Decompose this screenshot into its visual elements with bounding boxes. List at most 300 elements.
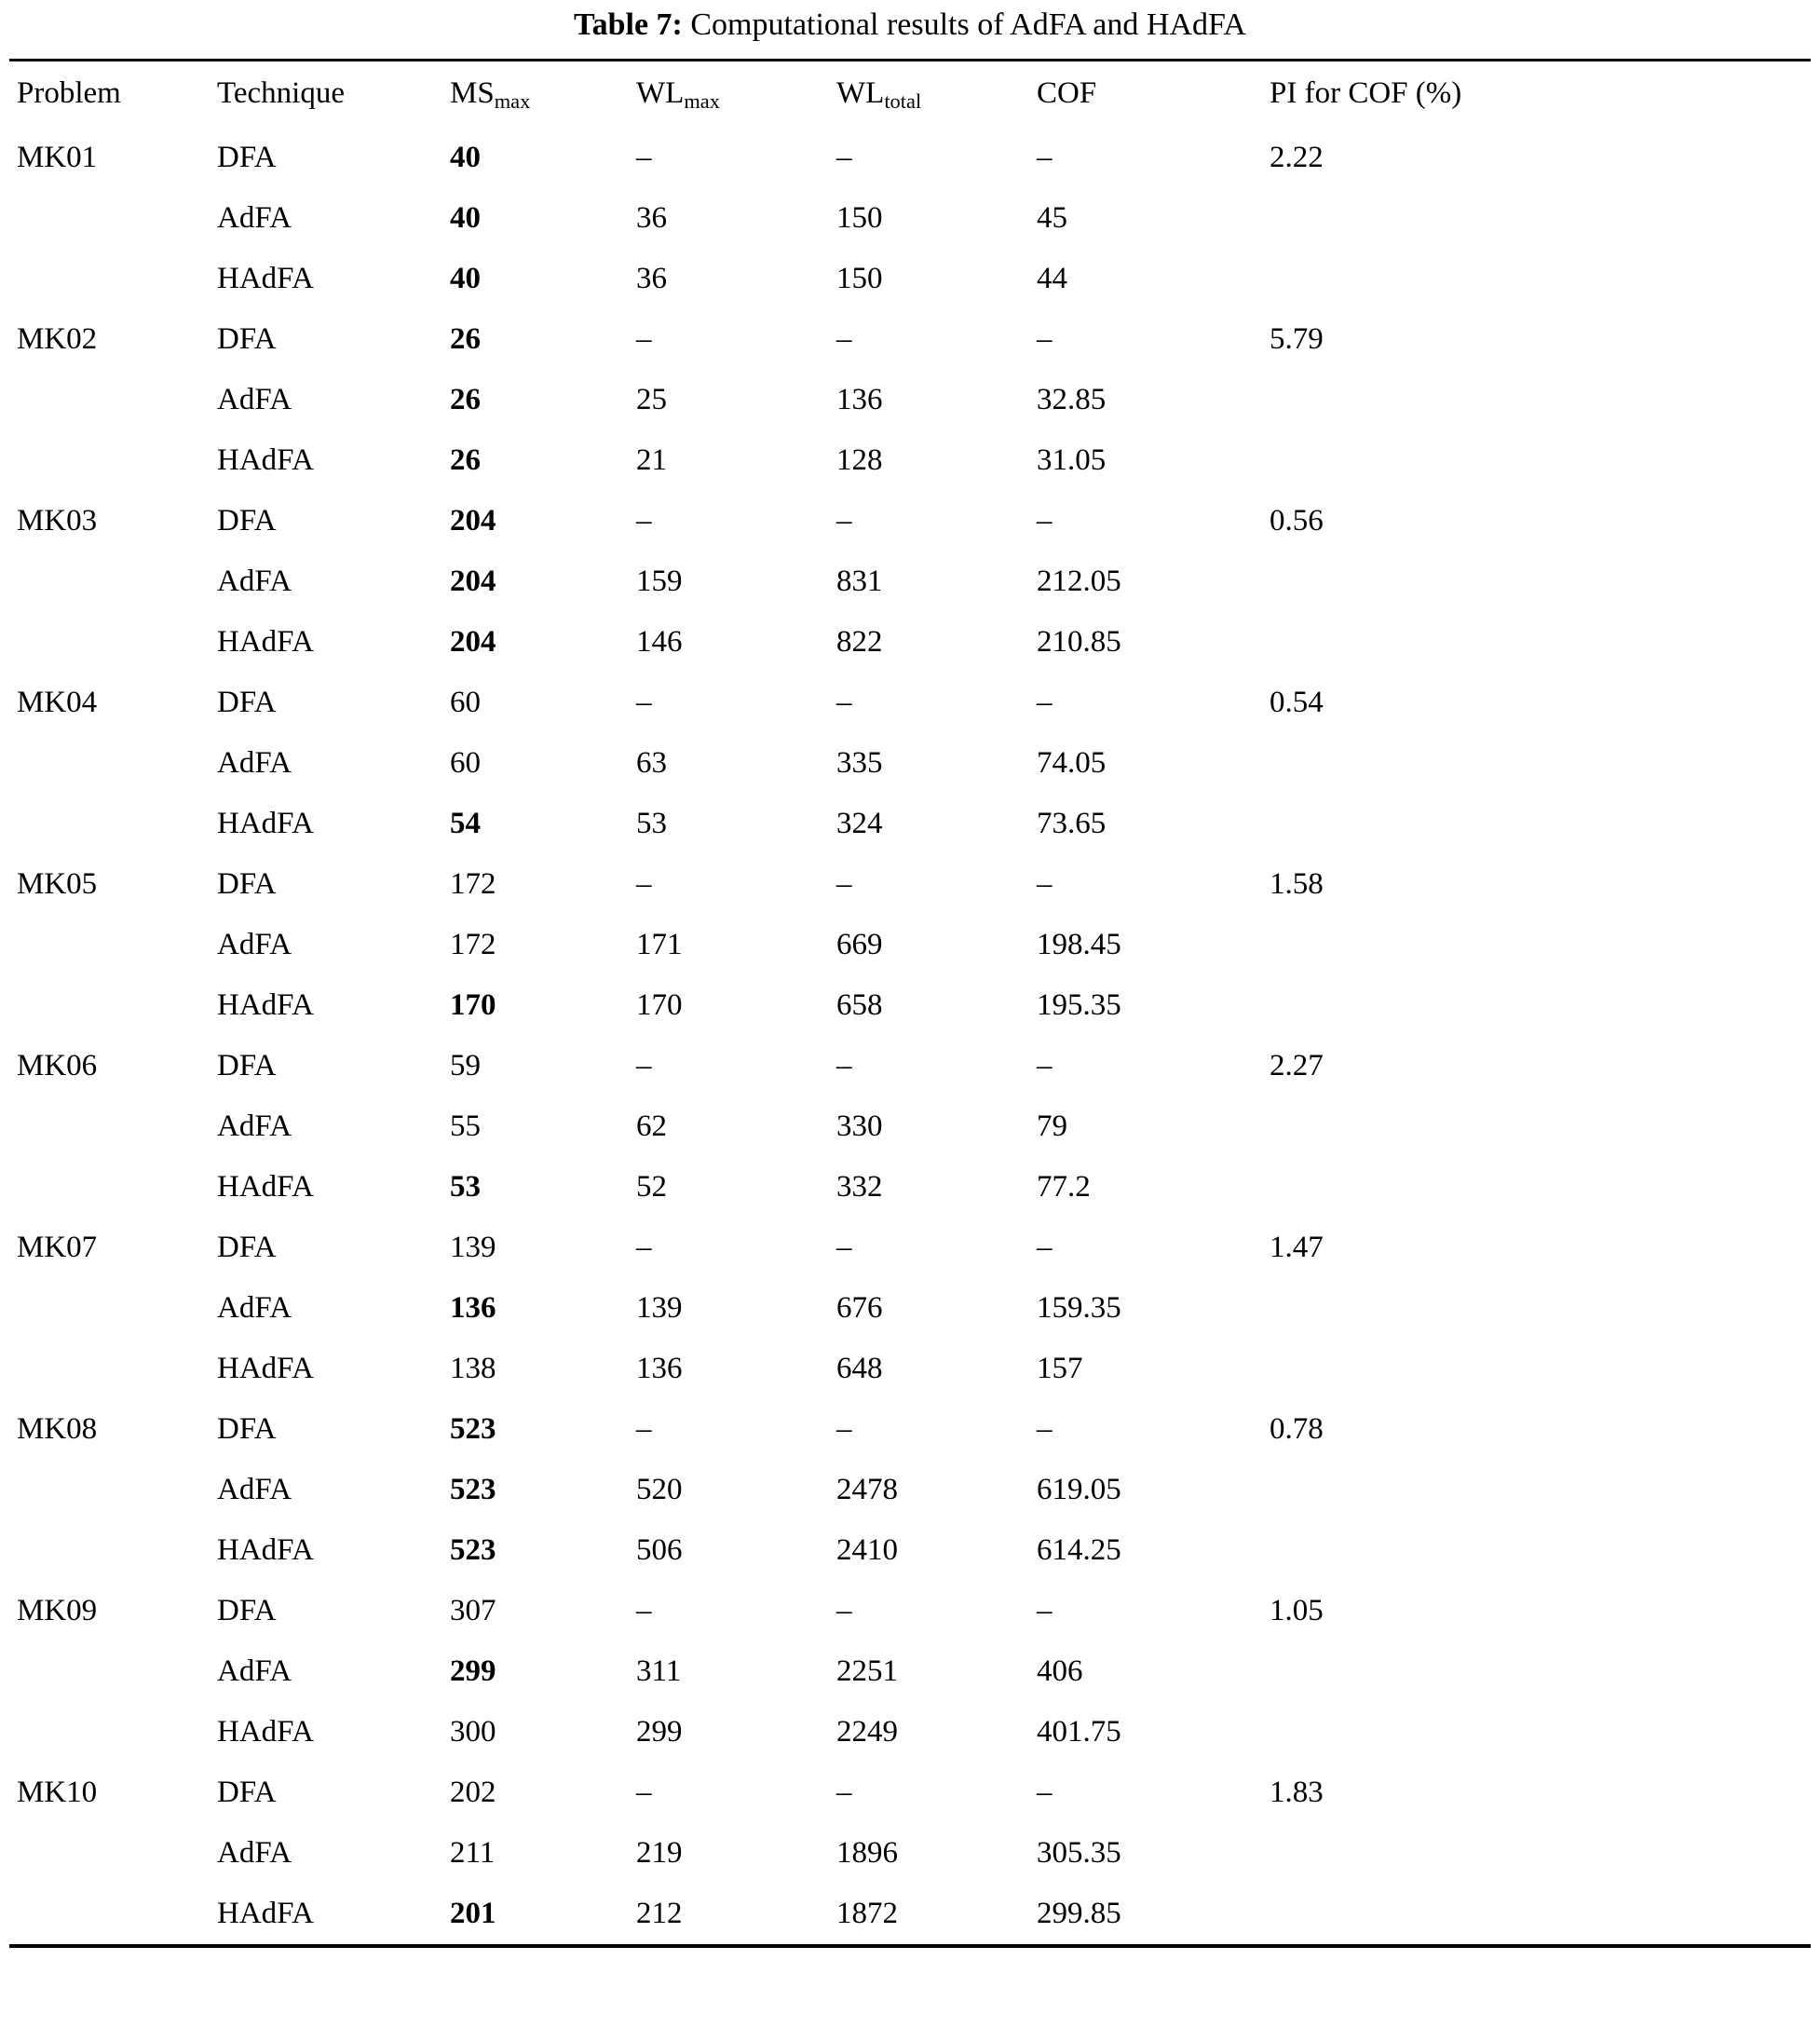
cell-technique <box>217 309 450 370</box>
cell-msmax <box>450 794 636 854</box>
table-row <box>9 1036 1811 1096</box>
cell-wltotal-value: 150 <box>836 200 883 235</box>
cell-wlmax <box>636 188 836 249</box>
cell-msmax-value: 201 <box>450 1896 496 1930</box>
cell-technique-value: AdFA <box>217 745 292 780</box>
cell-wlmax-value: 299 <box>636 1714 683 1749</box>
cell-technique-value: HAdFA <box>217 442 314 477</box>
cell-msmax-value: 40 <box>450 200 481 235</box>
cell-cof-value: – <box>1037 1411 1053 1446</box>
cell-wlmax <box>636 1581 836 1641</box>
cell-technique <box>217 975 450 1036</box>
cell-pi-for-cof <box>1270 1641 1811 1702</box>
cell-cof-value: 45 <box>1037 200 1067 235</box>
cell-technique-value: AdFA <box>217 1835 292 1870</box>
cell-wltotal-value: – <box>836 866 852 901</box>
cell-cof <box>1037 1702 1270 1763</box>
cell-wltotal-value: 335 <box>836 745 883 780</box>
cell-technique-value: DFA <box>217 321 277 356</box>
table-row <box>9 249 1811 309</box>
cell-msmax <box>450 249 636 309</box>
cell-pi-for-cof-value: 0.56 <box>1270 503 1324 538</box>
column-header-wlmax-sub: max <box>684 88 720 113</box>
cell-msmax-value: 204 <box>450 624 496 659</box>
cell-technique-value: HAdFA <box>217 261 314 295</box>
cell-wltotal-value: 1896 <box>836 1835 898 1870</box>
cell-msmax-value: 26 <box>450 321 481 356</box>
cell-wltotal-value: – <box>836 1048 852 1082</box>
cell-problem <box>9 370 217 430</box>
cell-wltotal <box>836 1702 1037 1763</box>
cell-wltotal-value: 330 <box>836 1109 883 1143</box>
cell-wlmax-value: 136 <box>636 1351 683 1385</box>
cell-wlmax-value: 146 <box>636 624 683 659</box>
cell-wltotal-value: 150 <box>836 261 883 295</box>
cell-wlmax <box>636 1399 836 1460</box>
cell-cof-value: 157 <box>1037 1351 1083 1385</box>
cell-wlmax-value: 212 <box>636 1896 683 1930</box>
cell-cof <box>1037 551 1270 612</box>
cell-cof-value: – <box>1037 1230 1053 1264</box>
cell-cof-value: 406 <box>1037 1654 1083 1688</box>
cell-cof-value: 44 <box>1037 261 1067 295</box>
cell-problem <box>9 551 217 612</box>
cell-pi-for-cof <box>1270 1520 1811 1581</box>
cell-msmax-value: 170 <box>450 987 496 1022</box>
cell-technique <box>217 1520 450 1581</box>
cell-technique-value: DFA <box>217 1411 277 1446</box>
cell-wltotal-value: 1872 <box>836 1896 898 1930</box>
cell-cof <box>1037 491 1270 551</box>
cell-pi-for-cof-value: 0.78 <box>1270 1411 1324 1446</box>
cell-problem-value: MK07 <box>17 1230 98 1264</box>
cell-msmax-value: 54 <box>450 806 481 840</box>
cell-wltotal-value: 2478 <box>836 1472 898 1506</box>
cell-pi-for-cof-value: 1.05 <box>1270 1593 1324 1627</box>
cell-cof <box>1037 915 1270 975</box>
cell-technique <box>217 1339 450 1399</box>
cell-msmax-value: 202 <box>450 1775 496 1809</box>
cell-pi-for-cof-value: 2.27 <box>1270 1048 1324 1082</box>
cell-technique <box>217 1157 450 1218</box>
cell-msmax <box>450 309 636 370</box>
cell-cof <box>1037 430 1270 491</box>
cell-wlmax-value: 52 <box>636 1169 667 1204</box>
cell-wltotal <box>836 854 1037 915</box>
column-header-wltotal-sub: total <box>884 88 922 113</box>
cell-msmax <box>450 1157 636 1218</box>
cell-problem-value: MK02 <box>17 321 98 356</box>
table-row <box>9 975 1811 1036</box>
cell-pi-for-cof <box>1270 430 1811 491</box>
cell-cof-value: 299.85 <box>1037 1896 1121 1930</box>
cell-wlmax-value: 170 <box>636 987 683 1022</box>
cell-problem-value: MK10 <box>17 1775 98 1809</box>
cell-wlmax <box>636 491 836 551</box>
cell-msmax <box>450 551 636 612</box>
cell-problem <box>9 1399 217 1460</box>
cell-msmax <box>450 1823 636 1884</box>
cell-cof-value: – <box>1037 866 1053 901</box>
cell-msmax <box>450 1884 636 1946</box>
cell-cof <box>1037 1278 1270 1339</box>
cell-wlmax-value: – <box>636 866 652 901</box>
cell-wlmax <box>636 1218 836 1278</box>
cell-technique-value: DFA <box>217 503 277 538</box>
cell-msmax <box>450 370 636 430</box>
cell-technique <box>217 733 450 794</box>
cell-wlmax-value: 219 <box>636 1835 683 1870</box>
cell-wlmax <box>636 1763 836 1823</box>
cell-msmax <box>450 491 636 551</box>
cell-technique-value: HAdFA <box>217 1532 314 1567</box>
cell-wlmax-value: – <box>636 1593 652 1627</box>
cell-wlmax-value: 171 <box>636 927 683 961</box>
cell-cof-value: 619.05 <box>1037 1472 1121 1506</box>
cell-pi-for-cof <box>1270 370 1811 430</box>
cell-wltotal <box>836 370 1037 430</box>
cell-technique <box>217 1884 450 1946</box>
cell-technique-value: DFA <box>217 1230 277 1264</box>
cell-cof-value: 401.75 <box>1037 1714 1121 1749</box>
cell-msmax-value: 211 <box>450 1835 496 1870</box>
cell-technique-value: AdFA <box>217 927 292 961</box>
cell-cof-value: 32.85 <box>1037 382 1107 416</box>
table-row <box>9 1096 1811 1157</box>
cell-wltotal <box>836 128 1037 188</box>
table-row <box>9 491 1811 551</box>
cell-wlmax <box>636 309 836 370</box>
cell-problem <box>9 975 217 1036</box>
cell-technique <box>217 794 450 854</box>
table-row <box>9 1218 1811 1278</box>
cell-problem-value: MK05 <box>17 866 98 901</box>
table-row <box>9 1884 1811 1946</box>
cell-problem <box>9 612 217 673</box>
cell-cof <box>1037 249 1270 309</box>
cell-pi-for-cof-value: 1.47 <box>1270 1230 1324 1264</box>
cell-msmax <box>450 1036 636 1096</box>
cell-wlmax <box>636 249 836 309</box>
cell-pi-for-cof <box>1270 1218 1811 1278</box>
cell-msmax <box>450 915 636 975</box>
cell-technique-value: DFA <box>217 140 277 174</box>
cell-technique-value: HAdFA <box>217 1896 314 1930</box>
cell-msmax-value: 139 <box>450 1230 496 1264</box>
cell-msmax-value: 26 <box>450 442 481 477</box>
column-header-wltotal: $WL_{total}$ <box>836 75 922 113</box>
cell-pi-for-cof <box>1270 1460 1811 1520</box>
cell-cof <box>1037 128 1270 188</box>
cell-pi-for-cof <box>1270 733 1811 794</box>
cell-wlmax <box>636 673 836 733</box>
cell-wltotal-value: 669 <box>836 927 883 961</box>
cell-cof <box>1037 1399 1270 1460</box>
cell-technique-value: AdFA <box>217 1654 292 1688</box>
cell-problem-value: MK04 <box>17 685 98 719</box>
cell-pi-for-cof <box>1270 128 1811 188</box>
cell-pi-for-cof <box>1270 1763 1811 1823</box>
cell-wltotal-value: – <box>836 503 852 538</box>
cell-msmax-value: 299 <box>450 1654 496 1688</box>
cell-pi-for-cof <box>1270 1157 1811 1218</box>
cell-wltotal-value: 324 <box>836 806 883 840</box>
cell-wltotal-value: – <box>836 685 852 719</box>
cell-cof <box>1037 1218 1270 1278</box>
table-row <box>9 1157 1811 1218</box>
cell-wlmax-value: – <box>636 140 652 174</box>
cell-problem <box>9 430 217 491</box>
cell-msmax <box>450 1218 636 1278</box>
cell-wltotal-value: – <box>836 1593 852 1627</box>
cell-technique-value: AdFA <box>217 1290 292 1325</box>
cell-msmax <box>450 430 636 491</box>
column-header-msmax: $MS_{max}$ <box>450 75 531 113</box>
table-row <box>9 128 1811 188</box>
cell-msmax <box>450 1641 636 1702</box>
cell-technique <box>217 491 450 551</box>
cell-cof-value: 212.05 <box>1037 564 1121 598</box>
table-row <box>9 733 1811 794</box>
cell-wlmax <box>636 1096 836 1157</box>
cell-technique <box>217 1823 450 1884</box>
cell-wltotal <box>836 430 1037 491</box>
cell-technique <box>217 1278 450 1339</box>
cell-pi-for-cof <box>1270 1096 1811 1157</box>
table-row <box>9 430 1811 491</box>
cell-problem <box>9 1581 217 1641</box>
cell-problem <box>9 915 217 975</box>
cell-msmax-value: 172 <box>450 866 496 901</box>
cell-msmax-value: 40 <box>450 261 481 295</box>
cell-wltotal <box>836 1218 1037 1278</box>
cell-cof <box>1037 612 1270 673</box>
cell-problem <box>9 733 217 794</box>
column-header-technique: Technique <box>217 75 345 110</box>
cell-pi-for-cof <box>1270 854 1811 915</box>
cell-pi-for-cof <box>1270 1823 1811 1884</box>
cell-problem <box>9 673 217 733</box>
cell-msmax <box>450 128 636 188</box>
column-header-problem: Problem <box>17 75 121 110</box>
cell-wltotal <box>836 551 1037 612</box>
cell-problem-value: MK06 <box>17 1048 98 1082</box>
cell-msmax <box>450 1096 636 1157</box>
table-row <box>9 1823 1811 1884</box>
cell-msmax <box>450 975 636 1036</box>
cell-wlmax <box>636 1157 836 1218</box>
cell-wltotal-value: – <box>836 1775 852 1809</box>
cell-problem-value: MK01 <box>17 140 98 174</box>
cell-problem <box>9 1218 217 1278</box>
cell-msmax <box>450 188 636 249</box>
cell-cof-value: 77.2 <box>1037 1169 1091 1204</box>
cell-pi-for-cof-value: 2.22 <box>1270 140 1324 174</box>
cell-wltotal <box>836 794 1037 854</box>
cell-wlmax <box>636 794 836 854</box>
cell-problem <box>9 794 217 854</box>
cell-wlmax-value: 311 <box>636 1654 682 1688</box>
cell-cof-value: – <box>1037 503 1053 538</box>
cell-msmax <box>450 1399 636 1460</box>
cell-wlmax <box>636 370 836 430</box>
cell-technique <box>217 1641 450 1702</box>
cell-wlmax <box>636 551 836 612</box>
table-row <box>9 188 1811 249</box>
cell-cof-value: 614.25 <box>1037 1532 1121 1567</box>
cell-problem <box>9 1278 217 1339</box>
cell-technique <box>217 1702 450 1763</box>
cell-wltotal <box>836 673 1037 733</box>
cell-cof <box>1037 309 1270 370</box>
cell-pi-for-cof-value: 1.58 <box>1270 866 1324 901</box>
cell-wltotal <box>836 249 1037 309</box>
table-row <box>9 915 1811 975</box>
cell-problem <box>9 1096 217 1157</box>
table-caption-label: Table 7: <box>574 7 683 42</box>
cell-cof-value: – <box>1037 140 1053 174</box>
cell-wlmax <box>636 1520 836 1581</box>
cell-pi-for-cof <box>1270 1399 1811 1460</box>
cell-technique-value: AdFA <box>217 564 292 598</box>
cell-technique-value: HAdFA <box>217 1351 314 1385</box>
cell-msmax <box>450 854 636 915</box>
cell-wltotal <box>836 188 1037 249</box>
cell-wlmax <box>636 975 836 1036</box>
cell-wltotal <box>836 733 1037 794</box>
cell-pi-for-cof-value: 1.83 <box>1270 1775 1324 1809</box>
cell-wltotal <box>836 1036 1037 1096</box>
cell-problem <box>9 309 217 370</box>
cell-pi-for-cof <box>1270 1702 1811 1763</box>
cell-technique-value: DFA <box>217 1048 277 1082</box>
table-row <box>9 1581 1811 1641</box>
cell-cof <box>1037 1096 1270 1157</box>
cell-msmax <box>450 1581 636 1641</box>
cell-cof <box>1037 188 1270 249</box>
cell-cof-value: 195.35 <box>1037 987 1121 1022</box>
column-header-cof: COF <box>1037 75 1097 110</box>
cell-wltotal-value: 2410 <box>836 1532 898 1567</box>
cell-cof <box>1037 1339 1270 1399</box>
cell-cof <box>1037 975 1270 1036</box>
cell-wlmax <box>636 128 836 188</box>
cell-technique <box>217 854 450 915</box>
cell-wltotal <box>836 975 1037 1036</box>
cell-wlmax-value: 139 <box>636 1290 683 1325</box>
cell-technique <box>217 128 450 188</box>
cell-problem <box>9 1036 217 1096</box>
cell-cof-value: 305.35 <box>1037 1835 1121 1870</box>
cell-technique <box>217 1036 450 1096</box>
cell-cof-value: – <box>1037 1048 1053 1082</box>
cell-technique-value: AdFA <box>217 1472 292 1506</box>
cell-wltotal <box>836 1581 1037 1641</box>
cell-technique <box>217 1096 450 1157</box>
cell-technique-value: DFA <box>217 866 277 901</box>
cell-wltotal-value: 658 <box>836 987 883 1022</box>
cell-problem <box>9 1157 217 1218</box>
cell-wltotal-value: – <box>836 321 852 356</box>
cell-pi-for-cof-value: 5.79 <box>1270 321 1324 356</box>
cell-wlmax-value: 159 <box>636 564 683 598</box>
cell-msmax-value: 523 <box>450 1411 496 1446</box>
cell-wltotal-value: – <box>836 1411 852 1446</box>
cell-msmax <box>450 1460 636 1520</box>
cell-wlmax-value: 53 <box>636 806 667 840</box>
cell-wltotal-value: 676 <box>836 1290 883 1325</box>
cell-problem <box>9 1520 217 1581</box>
cell-cof-value: 73.65 <box>1037 806 1107 840</box>
cell-msmax <box>450 1702 636 1763</box>
cell-msmax-value: 55 <box>450 1109 481 1143</box>
table-row <box>9 1399 1811 1460</box>
cell-technique-value: DFA <box>217 1593 277 1627</box>
cell-wltotal-value: 2251 <box>836 1654 898 1688</box>
cell-wlmax <box>636 1823 836 1884</box>
cell-cof-value: – <box>1037 321 1053 356</box>
cell-pi-for-cof <box>1270 794 1811 854</box>
cell-wlmax-value: 506 <box>636 1532 683 1567</box>
table-row <box>9 612 1811 673</box>
cell-msmax-value: 26 <box>450 382 481 416</box>
cell-wlmax-value: – <box>636 503 652 538</box>
cell-msmax-value: 307 <box>450 1593 496 1627</box>
cell-wlmax-value: 63 <box>636 745 667 780</box>
column-header-pi-for-cof: PI for COF (%) <box>1270 75 1462 110</box>
cell-technique <box>217 551 450 612</box>
cell-wlmax-value: – <box>636 1230 652 1264</box>
cell-wlmax <box>636 733 836 794</box>
cell-msmax-value: 60 <box>450 685 481 719</box>
cell-msmax <box>450 1339 636 1399</box>
cell-msmax-value: 523 <box>450 1532 496 1567</box>
cell-technique <box>217 1763 450 1823</box>
cell-cof-value: – <box>1037 685 1053 719</box>
cell-technique-value: AdFA <box>217 1109 292 1143</box>
cell-msmax <box>450 1763 636 1823</box>
cell-wlmax <box>636 430 836 491</box>
table-head <box>9 60 1811 128</box>
cell-wltotal-value: 136 <box>836 382 883 416</box>
cell-cof-value: 198.45 <box>1037 927 1121 961</box>
cell-wltotal <box>836 1096 1037 1157</box>
table-caption-text: Computational results of AdFA and HAdFA <box>690 7 1246 42</box>
cell-wlmax-value: – <box>636 1048 652 1082</box>
table-row <box>9 551 1811 612</box>
table-row <box>9 1702 1811 1763</box>
cell-pi-for-cof <box>1270 309 1811 370</box>
cell-wlmax <box>636 1641 836 1702</box>
cell-wltotal <box>836 1641 1037 1702</box>
cell-cof <box>1037 854 1270 915</box>
cell-technique-value: DFA <box>217 1775 277 1809</box>
cell-wlmax <box>636 1339 836 1399</box>
table-row <box>9 1641 1811 1702</box>
table-row <box>9 1520 1811 1581</box>
cell-pi-for-cof <box>1270 551 1811 612</box>
cell-cof <box>1037 370 1270 430</box>
cell-cof <box>1037 1823 1270 1884</box>
cell-msmax-value: 40 <box>450 140 481 174</box>
cell-problem-value: MK09 <box>17 1593 98 1627</box>
cell-wlmax-value: 36 <box>636 261 667 295</box>
cell-technique <box>217 1581 450 1641</box>
cell-cof <box>1037 733 1270 794</box>
cell-wlmax <box>636 1036 836 1096</box>
cell-wltotal <box>836 1399 1037 1460</box>
cell-wlmax-value: 21 <box>636 442 667 477</box>
